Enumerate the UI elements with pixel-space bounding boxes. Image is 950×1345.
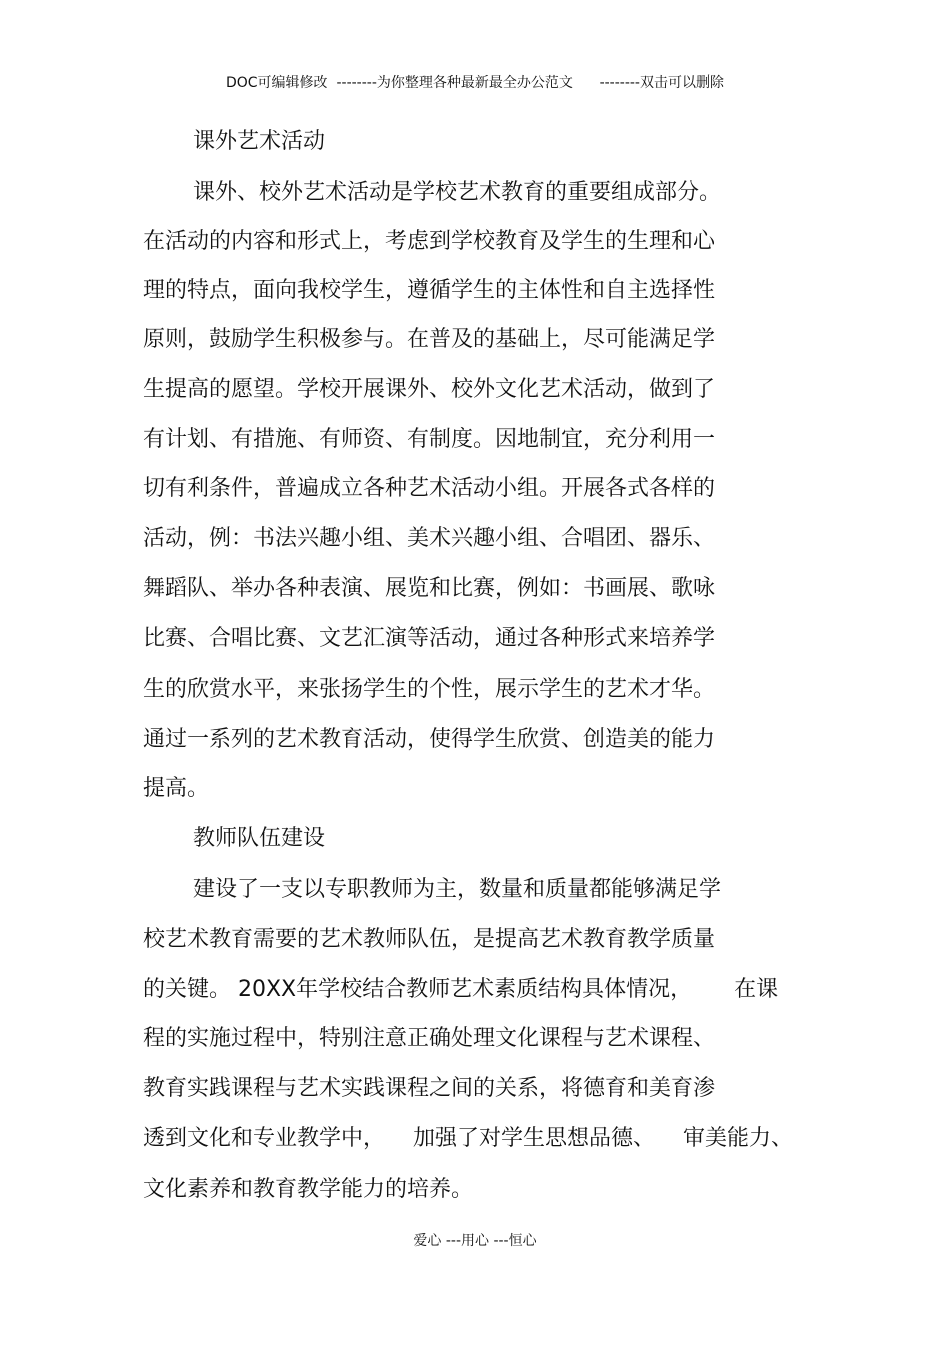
paragraph-line: 提高。 <box>143 776 210 801</box>
paragraph-line: 理的特点，面向我校学生，遵循学生的主体性和自主选择性 <box>143 278 716 303</box>
section-heading: 教师队伍建设 <box>193 826 326 851</box>
paragraph-line: 的关键。 20XX年学校结合教师艺术素质结构具体情况， 在课 <box>143 977 779 1002</box>
paragraph-line: 校艺术教育需要的艺术教师队伍，是提高艺术教育教学质量 <box>143 927 716 952</box>
paragraph-line: 教育实践课程与艺术实践课程之间的关系，将德育和美育渗 <box>143 1076 716 1101</box>
paragraph-line: 课外、校外艺术活动是学校艺术教育的重要组成部分。 <box>193 180 722 205</box>
paragraph-line: 生的欣赏水平，来张扬学生的个性，展示学生的艺术才华。 <box>143 677 716 702</box>
paragraph-line: 文化素养和教育教学能力的培养。 <box>143 1177 474 1202</box>
paragraph-line: 比赛、合唱比赛、文艺汇演等活动，通过各种形式来培养学 <box>143 626 716 651</box>
paragraph-line: 活动，例：书法兴趣小组、美术兴趣小组、合唱团、器乐、 <box>143 526 716 551</box>
paragraph-line: 舞蹈队、举办各种表演、展览和比赛，例如：书画展、歌咏 <box>143 576 716 601</box>
paragraph-line: 建设了一支以专职教师为主，数量和质量都能够满足学 <box>193 877 722 902</box>
paragraph-line: 切有利条件，普遍成立各种艺术活动小组。开展各式各样的 <box>143 476 716 501</box>
paragraph-line: 透到文化和专业教学中， 加强了对学生思想品德、 审美能力、 <box>143 1126 793 1151</box>
section-heading: 课外艺术活动 <box>193 129 326 154</box>
paragraph-line: 程的实施过程中，特别注意正确处理文化课程与艺术课程、 <box>143 1026 716 1051</box>
page-footer: 爱心 ---用心 ---恒心 <box>413 1233 537 1249</box>
paragraph-line: 有计划、有措施、有师资、有制度。因地制宜，充分利用一 <box>143 427 716 452</box>
paragraph-line: 在活动的内容和形式上，考虑到学校教育及学生的生理和心 <box>143 229 716 254</box>
paragraph-line: 生提高的愿望。学校开展课外、校外文化艺术活动，做到了 <box>143 377 716 402</box>
paragraph-line: 通过一系列的艺术教育活动，使得学生欣赏、创造美的能力 <box>143 727 716 752</box>
paragraph-line: 原则，鼓励学生积极参与。在普及的基础上，尽可能满足学 <box>143 327 716 352</box>
page-header: DOC可编辑修改 --------为你整理各种最新最全办公范文 --------双击可以删除 <box>225 75 724 91</box>
